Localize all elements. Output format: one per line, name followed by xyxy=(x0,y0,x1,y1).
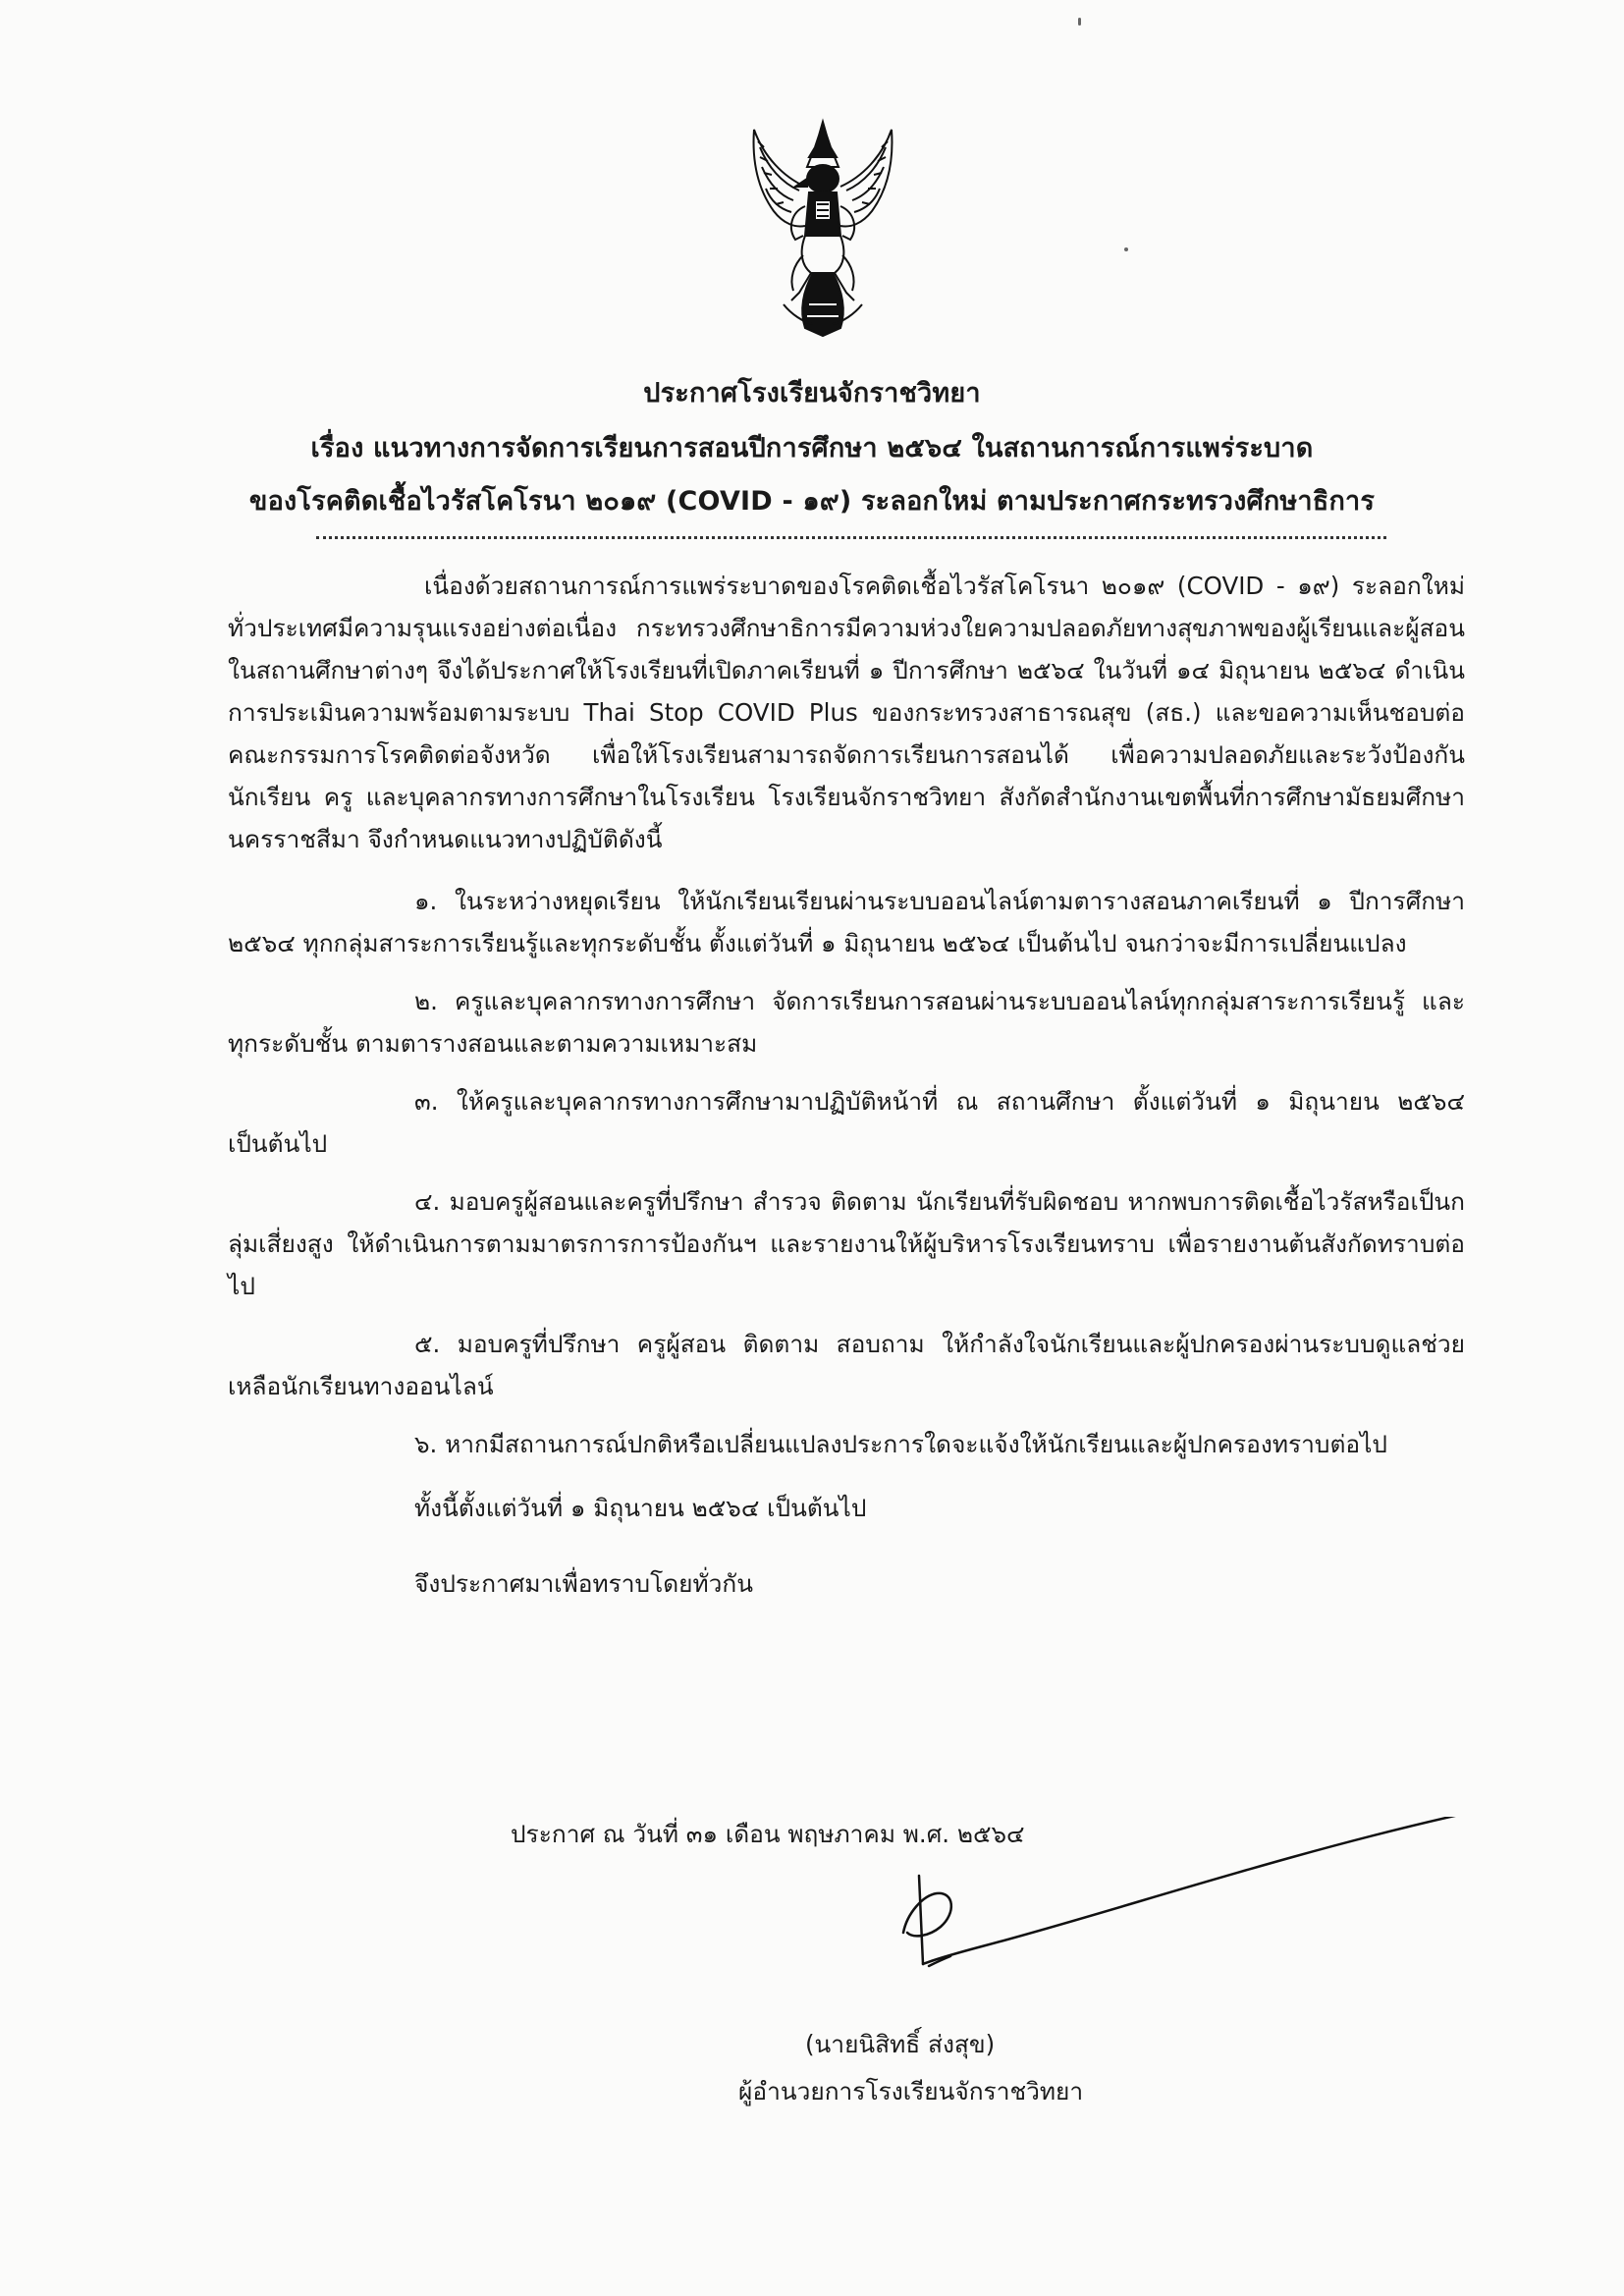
guideline-item: ๔. มอบครูผู้สอนและครูที่ปรึกษา สำรวจ ติดตาม นักเรียนที่รับผิดชอบ หากพบการติดเชื้อไวรัสหรือเป็นกลุ่มเสี่ยงสูง ให้ดำเนินการตามมาตรการการป้องกันฯ และรายงานให้ผู้บริหารโรงเรียนทราบ เพื่อรายงานต้นสังกัดทราบต่อไป xyxy=(228,1187,1465,1300)
subject-line-2: ของโรคติดเชื้อไวรัสโคโรนา ๒๐๑๙ (COVID - ๑๙) ระลอกใหม่ ตามประกาศกระทรวงศึกษาธิการ xyxy=(248,486,1376,517)
effective-date: ทั้งนี้ตั้งแต่วันที่ ๑ มิถุนายน ๒๕๖๔ เป็นต้นไป xyxy=(414,1494,867,1522)
closing-block xyxy=(414,1487,1465,1605)
document-body xyxy=(228,565,1465,1638)
intro-paragraph: เนื่องด้วยสถานการณ์การแพร่ระบาดของโรคติดเชื้อไวรัสโคโรนา ๒๐๑๙ (COVID - ๑๙) ระลอกใหม่ ทั่วประเทศมีความรุนแรงอย่างต่อเนื่อง กระทรวงศึกษาธิการมีความห่วงใยความปลอดภัยทางสุขภาพของผู้เรียนและผู้สอนในสถานศึกษาต่างๆ จึงได้ประกาศให้โรงเรียนที่เปิดภาคเรียนที่ ๑ ปีการศึกษา ๒๕๖๔ ในวันที่ ๑๔ มิถุนายน ๒๕๖๔ ดำเนินการประเมินความพร้อมตามระบบ Thai Stop COVID Plus ของกระทรวงสาธารณสุข (สธ.) และขอความเห็นชอบต่อคณะกรรมการโรคติดต่อจังหวัด เพื่อให้โรงเรียนสามารถจัดการเรียนการสอนได้ เพื่อความปลอดภัยและระวังป้องกันนักเรียน ครู และบุคลากรทางการศึกษาในโรงเรียน โรงเรียนจักราชวิทยา สังกัดสำนักงานเขตพื้นที่การศึกษามัธยมศึกษานครราชสีมา จึงกำหนดแนวทางปฏิบัติดังนี้ xyxy=(228,572,1465,853)
handwritten-signature xyxy=(864,1817,1473,2013)
guideline-item: ๓. ให้ครูและบุคลากรทางการศึกษามาปฏิบัติหน้าที่ ณ สถานศึกษา ตั้งแต่วันที่ ๑ มิถุนายน ๒๕๖๔ เป็นต้นไป xyxy=(228,1087,1465,1158)
guideline-item: ๕. มอบครูที่ปรึกษา ครูผู้สอน ติดตาม สอบถาม ให้กำลังใจนักเรียนและผู้ปกครองผ่านระบบดูแลช่วยเหลือนักเรียนทางออนไลน์ xyxy=(228,1330,1465,1400)
garuda-emblem-icon xyxy=(744,118,901,339)
announcement-date: ประกาศ ณ วันที่ ๓๑ เดือน พฤษภาคม พ.ศ. ๒๕๖๔ xyxy=(511,1820,1025,1848)
subject-line-1: เรื่อง แนวทางการจัดการเรียนการสอนปีการศึกษา ๒๕๖๔ ในสถานการณ์การแพร่ระบาด xyxy=(310,433,1314,464)
announcement-title: ประกาศโรงเรียนจักราชวิทยา xyxy=(643,378,981,409)
guideline-item: ๑. ในระหว่างหยุดเรียน ให้นักเรียนเรียนผ่านระบบออนไลน์ตามตารางสอนภาคเรียนที่ ๑ ปีการศึกษา ๒๕๖๔ ทุกกลุ่มสาระการเรียนรู้และทุกระดับชั้น ตั้งแต่วันที่ ๑ มิถุนายน ๒๕๖๔ เป็นต้นไป จนกว่าจะมีการเปลี่ยนแปลง xyxy=(228,887,1465,957)
signatory-name: (นายนิสิทธิ์ ส่งสุข) xyxy=(805,2030,996,2058)
guideline-item: ๖. หากมีสถานการณ์ปกติหรือเปลี่ยนแปลงประการใดจะแจ้งให้นักเรียนและผู้ปกครองทราบต่อไป xyxy=(414,1430,1387,1458)
guideline-item: ๒. ครูและบุคลากรทางการศึกษา จัดการเรียนการสอนผ่านระบบออนไลน์ทุกกลุ่มสาระการเรียนรู้ และทุกระดับชั้น ตามตารางสอนและตามความเหมาะสม xyxy=(228,987,1465,1058)
announce-statement: จึงประกาศมาเพื่อทราบโดยทั่วกัน xyxy=(414,1569,754,1598)
dotted-separator xyxy=(316,536,1386,539)
scan-speck xyxy=(1078,18,1081,26)
scan-speck xyxy=(1124,247,1128,251)
signatory-position: ผู้อำนวยการโรงเรียนจักราชวิทยา xyxy=(738,2077,1084,2105)
